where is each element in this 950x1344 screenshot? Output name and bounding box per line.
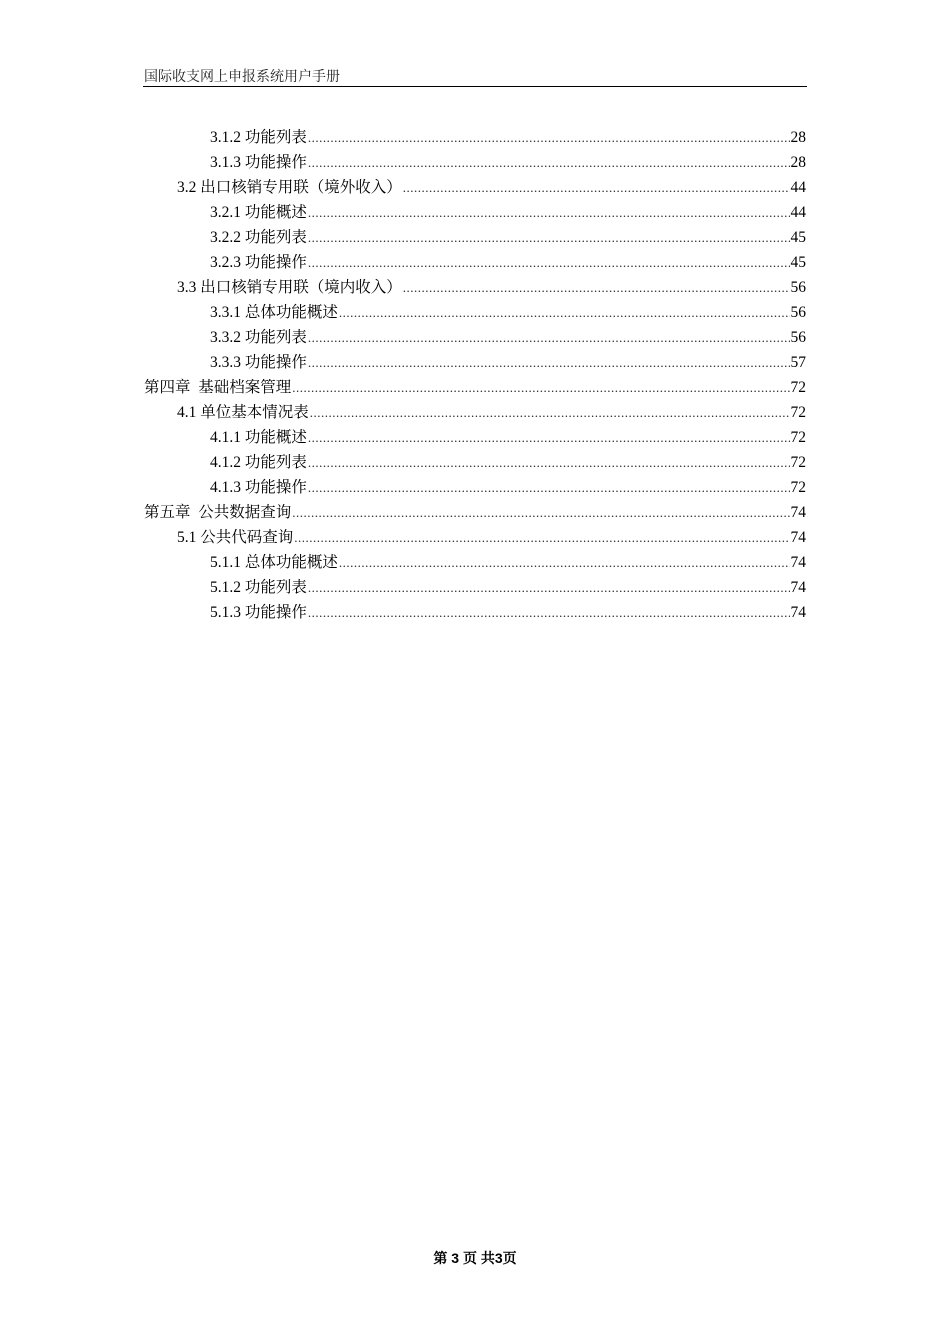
toc-leader-dots	[308, 150, 790, 175]
toc-leader-dots	[403, 175, 790, 200]
toc-entry-page-number: 72	[790, 379, 806, 396]
toc-entry[interactable]	[210, 600, 806, 625]
toc-entry-page-number: 56	[790, 279, 806, 296]
toc-entry-page-number: 45	[790, 229, 806, 246]
toc-entry[interactable]	[210, 200, 806, 225]
toc-entry-title: 4.1.2 功能列表	[210, 454, 307, 471]
toc-entry[interactable]	[177, 175, 806, 200]
toc-entry-title: 3.2.2 功能列表	[210, 229, 307, 246]
toc-leader-dots	[292, 375, 789, 400]
toc-entry[interactable]	[210, 475, 806, 500]
toc-entry[interactable]	[210, 575, 806, 600]
toc-entry[interactable]	[210, 225, 806, 250]
toc-entry-page-number: 72	[790, 454, 806, 471]
toc-leader-dots	[308, 350, 790, 375]
toc-entry-title: 3.3 出口核销专用联（境内收入）	[177, 279, 402, 296]
toc-entry-title: 3.1.2 功能列表	[210, 129, 307, 146]
toc-entry-page-number: 44	[790, 179, 806, 196]
toc-entry-page-number: 45	[790, 254, 806, 271]
toc-entry-title: 5.1 公共代码查询	[177, 529, 294, 546]
toc-entry-page-number: 74	[790, 604, 806, 621]
toc-leader-dots	[308, 225, 790, 250]
toc-leader-dots	[308, 200, 790, 225]
toc-entry-page-number: 72	[790, 429, 806, 446]
toc-entry-title: 3.2.3 功能操作	[210, 254, 307, 271]
toc-entry[interactable]	[210, 325, 806, 350]
toc-entry-page-number: 56	[790, 329, 806, 346]
toc-entry-page-number: 72	[790, 404, 806, 421]
toc-entry[interactable]	[144, 500, 806, 525]
toc-entry-title: 4.1.1 功能概述	[210, 429, 307, 446]
toc-entry-title: 3.2.1 功能概述	[210, 204, 307, 221]
toc-entry-page-number: 56	[790, 304, 806, 321]
toc-entry-title: 3.3.1 总体功能概述	[210, 304, 338, 321]
toc-leader-dots	[308, 600, 790, 625]
toc-entry[interactable]	[177, 400, 806, 425]
toc-leader-dots	[292, 500, 789, 525]
toc-entry[interactable]	[210, 350, 806, 375]
toc-leader-dots	[308, 575, 790, 600]
toc-entry-title: 5.1.2 功能列表	[210, 579, 307, 596]
toc-leader-dots	[310, 400, 790, 425]
toc-leader-dots	[308, 475, 790, 500]
toc-entry-title: 5.1.1 总体功能概述	[210, 554, 338, 571]
toc-leader-dots	[308, 125, 790, 150]
toc-entry[interactable]	[210, 450, 806, 475]
toc-entry-title: 第五章 公共数据查询	[144, 504, 292, 521]
page-number-footer: 第 3 页 共3页	[433, 1250, 517, 1266]
toc-leader-dots	[294, 525, 789, 550]
toc-entry-page-number: 28	[790, 129, 806, 146]
toc-entry-title: 3.1.3 功能操作	[210, 154, 307, 171]
toc-leader-dots	[308, 425, 790, 450]
toc-entry-title: 第四章 基础档案管理	[144, 379, 292, 396]
toc-entry-page-number: 44	[790, 204, 806, 221]
toc-leader-dots	[308, 450, 790, 475]
toc-entry[interactable]	[144, 375, 806, 400]
toc-entry-page-number: 74	[790, 529, 806, 546]
toc-entry-title: 3.3.3 功能操作	[210, 354, 307, 371]
toc-leader-dots	[308, 325, 790, 350]
toc-entry[interactable]	[210, 300, 806, 325]
document-title: 国际收支网上申报系统用户手册	[144, 70, 340, 85]
toc-entry-page-number: 72	[790, 479, 806, 496]
toc-leader-dots	[339, 300, 790, 325]
toc-entry[interactable]	[210, 150, 806, 175]
toc-entry-title: 4.1.3 功能操作	[210, 479, 307, 496]
toc-entry-title: 3.2 出口核销专用联（境外收入）	[177, 179, 402, 196]
toc-entry[interactable]	[210, 550, 806, 575]
toc-entry-title: 4.1 单位基本情况表	[177, 404, 309, 421]
toc-entry-title: 5.1.3 功能操作	[210, 604, 307, 621]
header-divider	[143, 86, 807, 87]
toc-entry-page-number: 28	[790, 154, 806, 171]
toc-leader-dots	[403, 275, 790, 300]
toc-leader-dots	[308, 250, 790, 275]
toc-entry-page-number: 74	[790, 554, 806, 571]
toc-entry-page-number: 74	[790, 504, 806, 521]
toc-entry-page-number: 74	[790, 579, 806, 596]
toc-leader-dots	[339, 550, 790, 575]
toc-entry[interactable]	[210, 250, 806, 275]
toc-entry[interactable]	[210, 125, 806, 150]
toc-entry[interactable]	[177, 525, 806, 550]
toc-entry[interactable]	[210, 425, 806, 450]
toc-entry-title: 3.3.2 功能列表	[210, 329, 307, 346]
toc-entry[interactable]	[177, 275, 806, 300]
toc-entry-page-number: 57	[790, 354, 806, 371]
